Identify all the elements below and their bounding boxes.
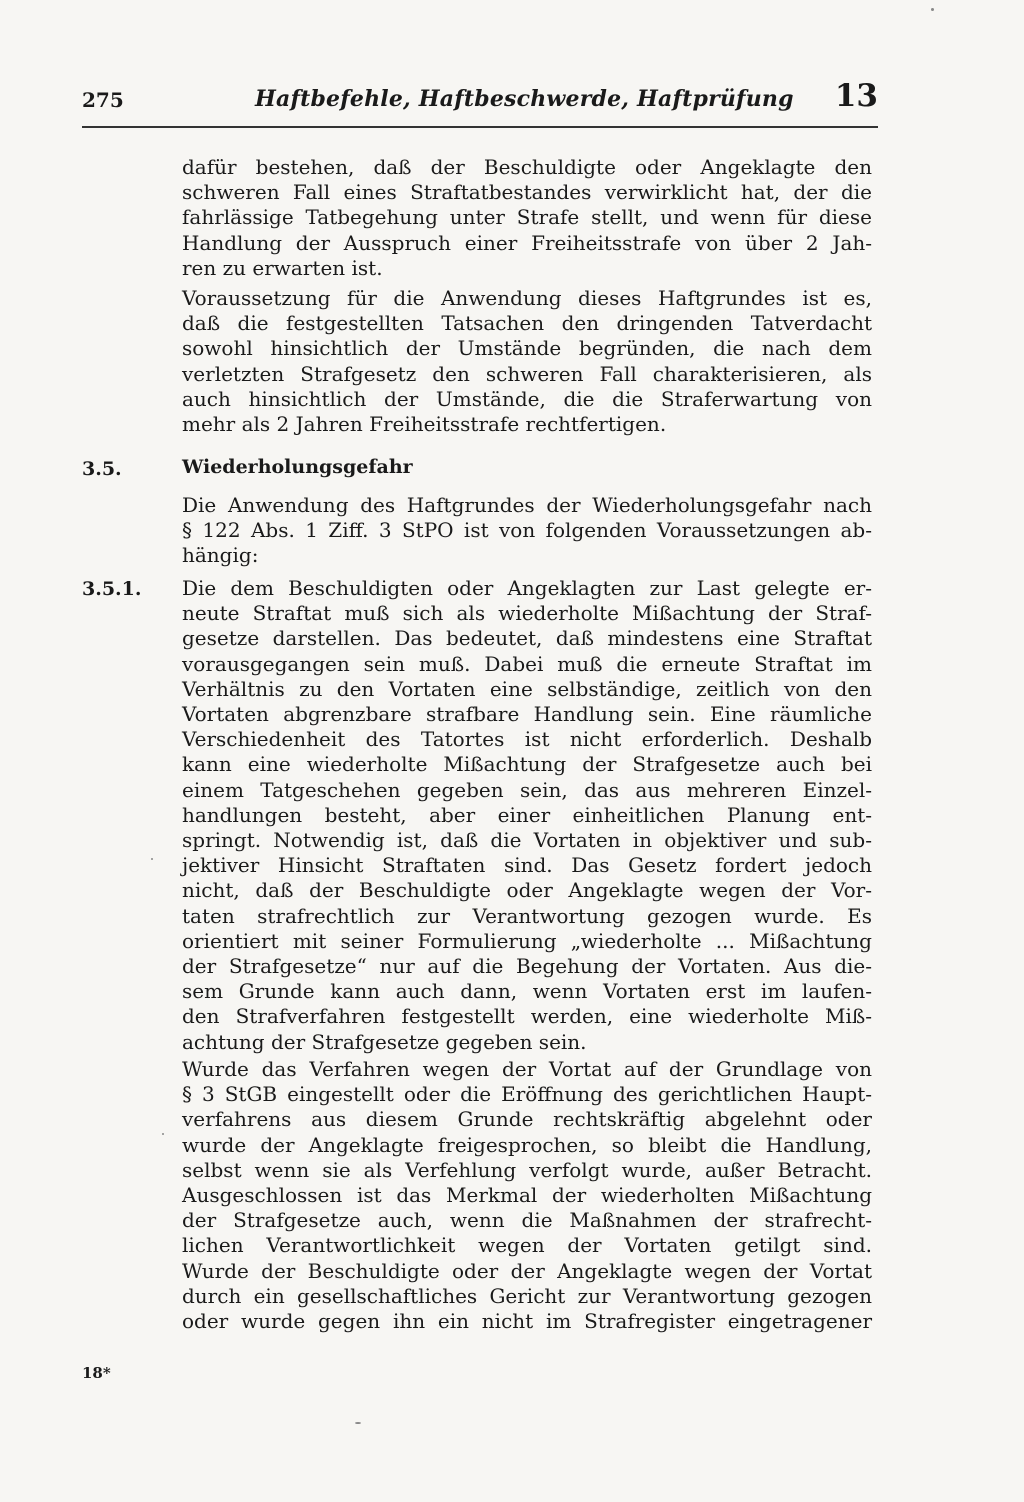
text-line: nicht, daß der Beschuldigte oder Angeklagte wegen der Vor- bbox=[182, 878, 872, 903]
running-title: Haftbefehle, Haftbeschwerde, Haftprüfung bbox=[255, 86, 794, 112]
paragraph-3-5-1 bbox=[182, 576, 872, 1055]
text-line: ren zu erwarten ist. bbox=[182, 255, 383, 280]
text-line: hängig: bbox=[182, 543, 259, 568]
text-line: Verschiedenheit des Tatortes ist nicht erforderlich. Deshalb bbox=[182, 727, 872, 752]
page-header bbox=[82, 80, 878, 124]
text-line: orientiert mit seiner Formulierung „wiederholte ... Mißachtung bbox=[182, 928, 872, 953]
section-heading: Wiederholungsgefahr bbox=[182, 456, 413, 478]
text-line: Handlung der Ausspruch einer Freiheitsstrafe von über 2 Jah- bbox=[182, 230, 872, 255]
text-line: verletzten Strafgesetz den schweren Fall charakterisieren, als bbox=[182, 361, 872, 386]
text-line: Wurde der Beschuldigte oder der Angeklagte wegen der Vortat bbox=[182, 1258, 872, 1283]
text-line: schweren Fall eines Straftatbestandes verwirklicht hat, der die bbox=[182, 180, 872, 205]
text-line: kann eine wiederholte Mißachtung der Strafgesetze auch bei bbox=[182, 752, 872, 777]
text-line: selbst wenn sie als Verfehlung verfolgt wurde, außer Betracht. bbox=[182, 1157, 872, 1182]
text-line: achtung der Strafgesetze gegeben sein. bbox=[182, 1029, 587, 1054]
text-line: sem Grunde kann auch dann, wenn Vortaten erst im laufen- bbox=[182, 979, 872, 1004]
text-line: jektiver Hinsicht Straftaten sind. Das Gesetz fordert jedoch bbox=[182, 853, 872, 878]
text-line: auch hinsichtlich der Umstände, die die Straferwartung von bbox=[182, 386, 872, 411]
scan-speck bbox=[151, 858, 153, 860]
text-line: Ausgeschlossen ist das Merkmal der wiederholten Mißachtung bbox=[182, 1183, 872, 1208]
text-line: Die Anwendung des Haftgrundes der Wiederholungsgefahr nach bbox=[182, 493, 872, 517]
paragraph-vortat bbox=[182, 1057, 872, 1334]
text-line: taten strafrechtlich zur Verantwortung gezogen wurde. Es bbox=[182, 903, 872, 928]
text-line: wurde der Angeklagte freigesprochen, so bleibt die Handlung, bbox=[182, 1132, 872, 1157]
text-line: verfahrens aus diesem Grunde rechtskräftig abgelehnt oder bbox=[182, 1107, 872, 1132]
text-line: den Strafverfahren festgestellt werden, eine wiederholte Miß- bbox=[182, 1004, 872, 1029]
text-line: lichen Verantwortlichkeit wegen der Vortaten getilgt sind. bbox=[182, 1233, 872, 1258]
text-line: der Strafgesetze“ nur auf die Begehung der Vortaten. Aus die- bbox=[182, 954, 872, 979]
scan-speck bbox=[162, 1133, 164, 1135]
page-number: 275 bbox=[82, 88, 124, 112]
text-line: Die dem Beschuldigten oder Angeklagten zur Last gelegte er- bbox=[182, 576, 872, 600]
header-divider bbox=[82, 126, 878, 128]
text-line: dafür bestehen, daß der Beschuldigte oder Angeklagte den bbox=[182, 155, 872, 179]
text-line: springt. Notwendig ist, daß die Vortaten in objektiver und sub- bbox=[182, 828, 872, 853]
text-line: Wurde das Verfahren wegen der Vortat auf der Grundlage von bbox=[182, 1057, 872, 1081]
text-line: einem Tatgeschehen gegeben sein, das aus mehreren Einzel- bbox=[182, 777, 872, 802]
text-line: Vortaten abgrenzbare strafbare Handlung sein. Eine räumliche bbox=[182, 702, 872, 727]
text-line: fahrlässige Tatbegehung unter Strafe stellt, und wenn für diese bbox=[182, 205, 872, 230]
text-line: gesetze darstellen. Das bedeutet, daß mindestens eine Straftat bbox=[182, 626, 872, 651]
paragraph-voraussetzung bbox=[182, 286, 872, 437]
text-line: neute Straftat muß sich als wiederholte Mißachtung der Straf- bbox=[182, 601, 872, 626]
paragraph-continuation bbox=[182, 155, 872, 281]
text-line: mehr als 2 Jahren Freiheitsstrafe rechtfertigen. bbox=[182, 412, 667, 437]
text-line: daß die festgestellten Tatsachen den dringenden Tatverdacht bbox=[182, 311, 872, 336]
sheet-marker: 18* bbox=[82, 1364, 111, 1382]
paragraph-anwendung bbox=[182, 493, 872, 569]
section-number-3-5-1: 3.5.1. bbox=[82, 578, 142, 600]
text-line: durch ein gesellschaftliches Gericht zur Verantwortung gezogen bbox=[182, 1283, 872, 1308]
text-line: § 122 Abs. 1 Ziff. 3 StPO ist von folgenden Voraussetzungen ab- bbox=[182, 518, 872, 543]
text-line: handlungen besteht, aber einer einheitlichen Planung ent- bbox=[182, 802, 872, 827]
section-number-3-5: 3.5. bbox=[82, 458, 122, 480]
text-line: § 3 StGB eingestellt oder die Eröffnung des gerichtlichen Haupt- bbox=[182, 1082, 872, 1107]
text-line: vorausgegangen sein muß. Dabei muß die erneute Straftat im bbox=[182, 651, 872, 676]
scan-speck bbox=[355, 1422, 361, 1424]
chapter-number: 13 bbox=[834, 78, 878, 114]
text-line: Voraussetzung für die Anwendung dieses Haftgrundes ist es, bbox=[182, 286, 872, 310]
text-line: Verhältnis zu den Vortaten eine selbständige, zeitlich von den bbox=[182, 676, 872, 701]
text-line: der Strafgesetze auch, wenn die Maßnahmen der strafrecht- bbox=[182, 1208, 872, 1233]
text-line: oder wurde gegen ihn ein nicht im Strafregister eingetragener bbox=[182, 1309, 872, 1334]
scan-speck bbox=[931, 8, 934, 11]
text-line: sowohl hinsichtlich der Umstände begründen, die nach dem bbox=[182, 336, 872, 361]
